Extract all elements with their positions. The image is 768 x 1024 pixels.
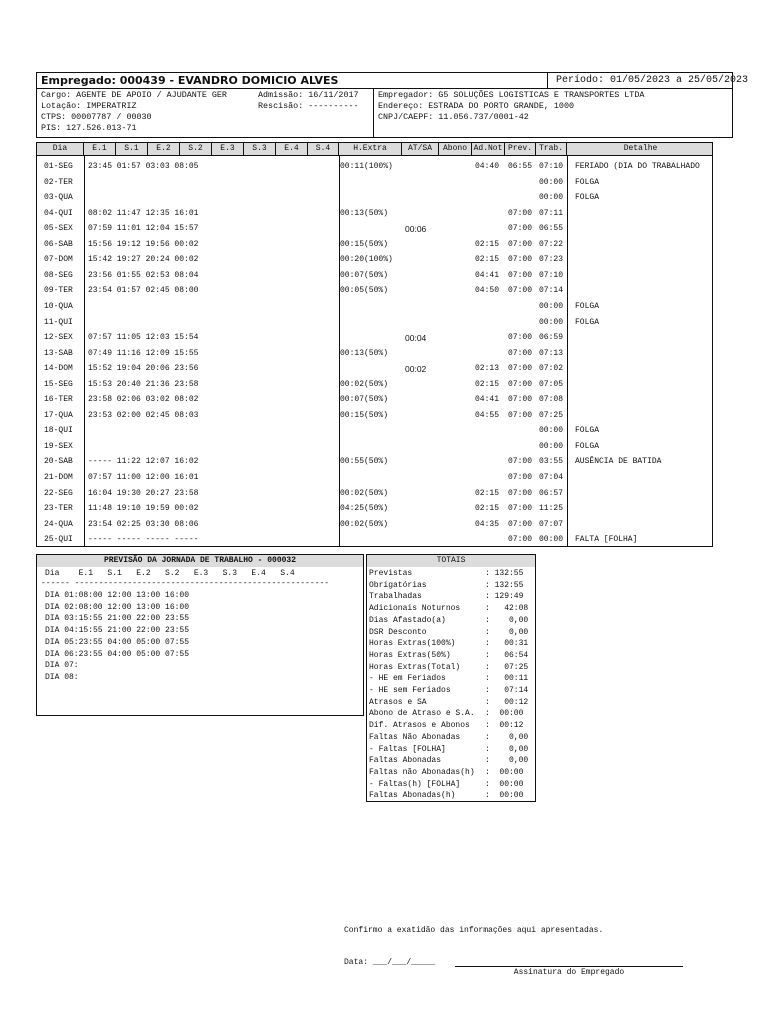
period-range: Período: 01/05/2023 a 25/05/2023 (547, 73, 733, 88)
punch-times-cell: 23:54 01:57 02:45 08:00 (88, 286, 199, 296)
expected-hours-cell: 07:00 (508, 488, 533, 498)
punch-times-cell: 23:56 01:55 02:53 08:04 (88, 270, 199, 280)
worked-hours-cell: 07:10 (539, 162, 564, 171)
column-header-at-sa: AT/SA (402, 143, 439, 155)
column-divider (567, 156, 568, 547)
punch-times-cell: 15:52 19:04 20:06 23:56 (88, 364, 199, 374)
total-label: Horas Extras(50%) (369, 650, 451, 660)
day-cell: 01-SEG (44, 162, 73, 171)
column-header-s-4: S.4 (308, 143, 339, 155)
total-label: - Faltas [FOLHA] (369, 744, 446, 754)
forecast-day-line: DIA 01:08:00 12:00 13:00 16:00 (45, 591, 190, 600)
expected-hours-cell: 07:00 (508, 364, 533, 374)
forecast-divider: ------ ----------------------------------------------------- (41, 579, 330, 588)
total-value: : 42:08 (485, 604, 529, 614)
worked-hours-cell: 00:00 (539, 177, 564, 187)
column-header-e-2: E.2 (148, 143, 180, 155)
total-label: Dif. Atrasos e Abonos (369, 721, 470, 731)
worked-hours-cell: 07:08 (539, 395, 564, 405)
column-header-abono: Abono (439, 143, 472, 155)
overtime-cell: 00:15(50%) (340, 410, 389, 420)
total-label: Faltas não Abonadas(h) (369, 767, 475, 777)
worked-hours-cell: 00:00 (539, 301, 564, 311)
expected-hours-cell: 07:00 (508, 473, 533, 482)
total-value: : 00:31 (485, 639, 529, 649)
total-label: Horas Extras(100%) (369, 639, 456, 649)
expected-hours-cell: 07:00 (508, 535, 533, 545)
overtime-cell: 00:07(50%) (340, 395, 389, 405)
overtime-cell: 00:11(100%) (340, 162, 393, 171)
forecast-day-line: DIA 05:23:55 04:00 05:00 07:55 (45, 637, 190, 647)
total-label: Obrigatórias (369, 580, 427, 590)
day-cell: 02-TER (44, 177, 73, 187)
column-header-prev-: Prev. (505, 143, 536, 155)
day-cell: 11-QUI (44, 317, 73, 327)
total-value: : 00:11 (485, 674, 529, 684)
total-label: Faltas Abonadas(h) (369, 791, 456, 801)
column-header-e-3: E.3 (212, 143, 244, 155)
day-cell: 15-SEG (44, 379, 73, 389)
worked-hours-cell: 00:00 (539, 535, 564, 545)
night-bonus-cell: 02:15 (475, 255, 500, 265)
overtime-cell: 00:07(50%) (340, 270, 389, 280)
overtime-cell: 04:25(50%) (340, 504, 389, 514)
employee-name: Empregado: 000439 - EVANDRO DOMICIO ALVES (41, 74, 339, 87)
overtime-cell: 00:05(50%) (340, 286, 389, 296)
night-bonus-cell: 04:41 (475, 395, 500, 405)
total-value: : 00:00 (485, 779, 524, 789)
worked-hours-cell: 07:25 (539, 410, 564, 420)
column-header-trab-: Trab. (536, 143, 567, 155)
admissao-field: Admissão: 16/11/2017 (258, 90, 359, 100)
expected-hours-cell: 06:55 (508, 162, 533, 171)
worked-hours-cell: 07:04 (539, 473, 564, 482)
worked-hours-cell: 07:13 (539, 348, 564, 358)
signature-label: Assinatura do Empregado (513, 968, 625, 977)
punch-times-cell: 16:04 19:30 20:27 23:58 (88, 488, 199, 498)
header-top-bar (37, 73, 749, 89)
total-value: : 0,00 (485, 756, 529, 766)
day-cell: 03-QUA (44, 193, 73, 203)
total-label: Trabalhadas (369, 592, 422, 602)
date-field: Data: ___/___/_____ (344, 958, 436, 967)
delay-cell: 00:04 (405, 333, 427, 344)
day-cell: 22-SEG (44, 488, 73, 498)
worked-hours-cell: 11:25 (539, 504, 564, 514)
expected-hours-cell: 07:00 (508, 504, 533, 514)
day-cell: 17-QUA (44, 410, 73, 420)
forecast-day-line: DIA 07: (45, 661, 79, 671)
day-cell: 06-SAB (44, 239, 73, 249)
table-header-row (37, 143, 712, 156)
punch-times-cell: 07:57 11:00 12:00 16:01 (88, 473, 199, 482)
day-cell: 12-SEX (44, 333, 73, 343)
total-value: : 0,00 (485, 744, 529, 754)
night-bonus-cell: 04:41 (475, 270, 500, 280)
expected-hours-cell: 07:00 (508, 208, 533, 218)
overtime-cell: 00:13(50%) (340, 348, 389, 358)
expected-hours-cell: 07:00 (508, 348, 533, 358)
expected-hours-cell: 07:00 (508, 270, 533, 280)
punch-times-cell: 23:45 01:57 03:03 08:05 (88, 162, 199, 171)
worked-hours-cell: 06:55 (539, 224, 564, 234)
day-cell: 07-DOM (44, 255, 73, 265)
column-header-e-1: E.1 (84, 143, 116, 155)
detail-cell: AUSÊNCIA DE BATIDA (575, 457, 662, 467)
detail-cell: FERIADO (DIA DO TRABALHADO (575, 162, 700, 171)
column-divider (84, 156, 85, 547)
forecast-box (36, 554, 364, 716)
night-bonus-cell: 02:15 (475, 504, 500, 514)
employer-field: Empregador: G5 SOLUÇÕES LOGISTICAS E TRANSPORTES LTDA (378, 90, 645, 100)
expected-hours-cell: 07:00 (508, 239, 533, 249)
total-label: Faltas Abonadas (369, 756, 442, 766)
total-value: : 0,00 (485, 615, 529, 625)
worked-hours-cell: 07:11 (539, 208, 564, 218)
column-header-ad-not: Ad.Not (472, 143, 505, 155)
punch-times-cell: 15:53 20:40 21:36 23:58 (88, 379, 199, 389)
expected-hours-cell: 07:00 (508, 457, 533, 467)
total-value: : 06:54 (485, 650, 529, 660)
punch-times-cell: 15:56 19:12 19:56 00:02 (88, 239, 199, 249)
worked-hours-cell: 00:00 (539, 193, 564, 203)
overtime-cell: 00:20(100%) (340, 255, 393, 265)
worked-hours-cell: 03:55 (539, 457, 564, 467)
total-label: - HE em Feriados (369, 674, 446, 684)
forecast-day-line: DIA 06:23:55 04:00 05:00 07:55 (45, 649, 190, 659)
total-value: : 00:12 (485, 721, 524, 731)
overtime-cell: 00:15(50%) (340, 239, 389, 249)
day-cell: 24-QUA (44, 519, 73, 529)
overtime-cell: 00:13(50%) (340, 208, 389, 218)
day-cell: 21-DOM (44, 473, 73, 482)
column-header-dia: Dia (37, 143, 84, 155)
total-value: : 00:00 (485, 791, 524, 801)
expected-hours-cell: 07:00 (508, 379, 533, 389)
punch-times-cell: 07:49 11:16 12:09 15:55 (88, 348, 199, 358)
header-divider (373, 89, 374, 138)
total-label: Atrasos e SA (369, 697, 427, 707)
detail-cell: FOLGA (575, 441, 600, 451)
total-label: Previstas (369, 569, 413, 578)
total-value: : 132:55 (485, 569, 524, 578)
detail-cell: FALTA [FOLHA] (575, 535, 638, 545)
expected-hours-cell: 07:00 (508, 333, 533, 343)
totals-box (366, 554, 536, 802)
total-label: Horas Extras(Total) (369, 662, 461, 672)
day-cell: 05-SEX (44, 224, 73, 234)
signature-line (455, 966, 683, 967)
total-label: Dias Afastado(a) (369, 615, 446, 625)
night-bonus-cell: 02:15 (475, 239, 500, 249)
total-value: : 00:00 (485, 709, 524, 719)
detail-cell: FOLGA (575, 193, 600, 203)
delay-cell: 00:06 (405, 224, 427, 235)
night-bonus-cell: 02:13 (475, 364, 500, 374)
punch-times-cell: 08:02 11:47 12:35 16:01 (88, 208, 199, 218)
punch-times-cell: 07:57 11:05 12:03 15:54 (88, 333, 199, 343)
night-bonus-cell: 02:15 (475, 379, 500, 389)
worked-hours-cell: 07:10 (539, 270, 564, 280)
total-label: - HE sem Feriados (369, 686, 451, 695)
forecast-day-line: DIA 04:15:55 21:00 22:00 23:55 (45, 626, 190, 636)
worked-hours-cell: 07:22 (539, 239, 564, 249)
total-value: : 132:55 (485, 580, 524, 590)
night-bonus-cell: 04:55 (475, 410, 500, 420)
delay-cell: 00:02 (405, 364, 427, 375)
total-value: : 129:49 (485, 592, 524, 602)
total-value: : 0,00 (485, 627, 529, 637)
total-value: : 0,00 (485, 732, 529, 742)
forecast-title: PREVISÃO DA JORNADA DE TRABALHO - 000032 (37, 555, 363, 567)
day-cell: 04-QUI (44, 208, 73, 218)
pis-field: PIS: 127.526.013-71 (41, 123, 137, 133)
employee-header (36, 72, 749, 138)
worked-hours-cell: 07:02 (539, 364, 564, 374)
lotacao-field: Lotação: IMPERATRIZ (41, 101, 137, 111)
day-cell: 09-TER (44, 286, 73, 296)
ctps-field: CTPS: 00007787 / 00030 (41, 112, 152, 122)
worked-hours-cell: 07:05 (539, 379, 564, 389)
punch-times-cell: 15:42 19:27 20:24 00:02 (88, 255, 199, 265)
total-label: - Faltas(h) [FOLHA] (369, 779, 461, 789)
worked-hours-cell: 00:00 (539, 426, 564, 436)
confirmation-text: Confirmo a exatidão das informações aqui apresentadas. (344, 926, 604, 935)
worked-hours-cell: 00:00 (539, 317, 564, 327)
day-cell: 18-QUI (44, 426, 73, 436)
total-value: : 00:12 (485, 697, 529, 707)
total-label: Faltas Não Abonadas (369, 732, 461, 742)
day-cell: 13-SAB (44, 348, 73, 358)
detail-cell: FOLGA (575, 317, 600, 327)
cargo-field: Cargo: AGENTE DE APOIO / AJUDANTE GER (41, 90, 227, 100)
worked-hours-cell: 07:23 (539, 255, 564, 265)
worked-hours-cell: 07:07 (539, 519, 564, 529)
punch-times-cell: ----- 11:22 12:07 16:02 (88, 457, 199, 467)
day-cell: 20-SAB (44, 457, 73, 467)
detail-cell: FOLGA (575, 177, 600, 187)
detail-cell: FOLGA (575, 301, 600, 311)
worked-hours-cell: 06:59 (539, 333, 564, 343)
night-bonus-cell: 04:50 (475, 286, 500, 296)
rescisao-field: Rescisão: ---------- (258, 101, 359, 111)
punch-times-cell: 23:54 02:25 03:30 08:06 (88, 519, 199, 529)
total-label: Abono de Atraso e S.A. (369, 709, 475, 719)
worked-hours-cell: 07:14 (539, 286, 564, 296)
total-label: DSR Desconto (369, 627, 427, 637)
forecast-header: Dia E.1 S.1 E.2 S.2 E.3 S.3 E.4 S.4 (45, 569, 295, 578)
day-cell: 08-SEG (44, 270, 73, 280)
punch-times-cell: 23:53 02:00 02:45 08:03 (88, 410, 199, 420)
night-bonus-cell: 02:15 (475, 488, 500, 498)
total-value: : 07:14 (485, 686, 529, 695)
expected-hours-cell: 07:00 (508, 395, 533, 405)
column-header-e-4: E.4 (276, 143, 308, 155)
worked-hours-cell: 00:00 (539, 441, 564, 451)
overtime-cell: 00:02(50%) (340, 488, 389, 498)
worked-hours-cell: 06:57 (539, 488, 564, 498)
column-header-s-2: S.2 (180, 143, 212, 155)
column-header-h-extra: H.Extra (339, 143, 402, 155)
day-cell: 14-DOM (44, 364, 73, 374)
column-header-s-1: S.1 (116, 143, 148, 155)
timesheet-table (36, 142, 713, 547)
forecast-day-line: DIA 03:15:55 21:00 22:00 23:55 (45, 614, 190, 624)
address-field: Endereço: ESTRADA DO PORTO GRANDE, 1000 (378, 101, 575, 111)
detail-cell: FOLGA (575, 426, 600, 436)
punch-times-cell: ----- ----- ----- ----- (88, 535, 199, 545)
overtime-cell: 00:55(50%) (340, 457, 389, 467)
punch-times-cell: 07:59 11:01 12:04 15:57 (88, 224, 199, 234)
total-value: : 07:25 (485, 662, 529, 672)
expected-hours-cell: 07:00 (508, 255, 533, 265)
expected-hours-cell: 07:00 (508, 224, 533, 234)
total-value: : 00:00 (485, 767, 524, 777)
punch-times-cell: 23:58 02:06 03:02 08:02 (88, 395, 199, 405)
total-label: Adicionais Noturnos (369, 604, 461, 614)
overtime-cell: 00:02(50%) (340, 519, 389, 529)
expected-hours-cell: 07:00 (508, 410, 533, 420)
day-cell: 23-TER (44, 504, 73, 514)
punch-times-cell: 11:48 19:10 19:59 00:02 (88, 504, 199, 514)
cnpj-field: CNPJ/CAEPF: 11.056.737/0001-42 (378, 112, 529, 122)
day-cell: 16-TER (44, 395, 73, 405)
expected-hours-cell: 07:00 (508, 286, 533, 296)
overtime-cell: 00:02(50%) (340, 379, 389, 389)
night-bonus-cell: 04:35 (475, 519, 500, 529)
night-bonus-cell: 04:40 (475, 162, 500, 171)
day-cell: 10-QUA (44, 301, 73, 311)
day-cell: 19-SEX (44, 441, 73, 451)
day-cell: 25-QUI (44, 535, 73, 545)
forecast-day-line: DIA 08: (45, 672, 79, 682)
expected-hours-cell: 07:00 (508, 519, 533, 529)
column-header-s-3: S.3 (244, 143, 276, 155)
totals-title: TOTAIS (367, 555, 535, 567)
forecast-day-line: DIA 02:08:00 12:00 13:00 16:00 (45, 602, 190, 612)
column-header-detalhe: Detalhe (623, 144, 658, 153)
